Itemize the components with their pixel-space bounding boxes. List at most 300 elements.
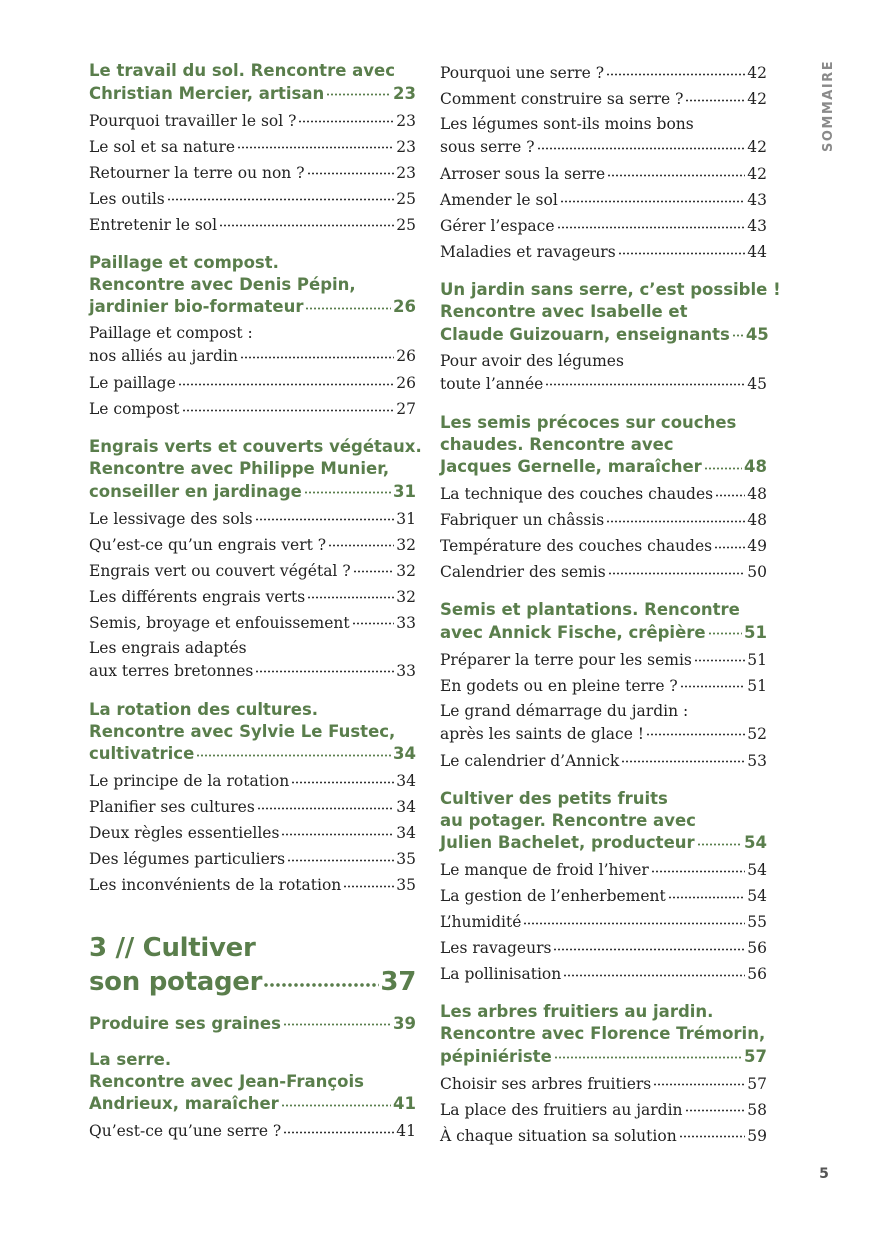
toc-entry[interactable] xyxy=(440,748,767,774)
section-heading-text: Christian Mercier, artisan xyxy=(89,83,325,103)
entry-page-number: 41 xyxy=(396,1122,416,1140)
toc-entry[interactable] xyxy=(89,558,416,584)
section-heading-line: Rencontre avec Sylvie Le Fustec, xyxy=(89,721,396,741)
dot-leader xyxy=(326,82,391,99)
entry-line-last xyxy=(440,86,767,112)
dot-leader xyxy=(283,1121,394,1137)
entry-line: Les engrais adaptés xyxy=(89,638,247,657)
toc-entry[interactable] xyxy=(89,610,416,636)
entry-page-number: 56 xyxy=(747,939,767,957)
entry-text: À chaque situation sa solution xyxy=(440,1126,677,1145)
entry-text: Les différents engrais verts xyxy=(89,587,306,606)
entry-text: Pourquoi une serre ? xyxy=(440,64,605,82)
section-heading-line: Semis et plantations. Rencontre xyxy=(440,600,740,619)
section-heading[interactable] xyxy=(89,1012,416,1035)
section-page-number: 57 xyxy=(744,1046,767,1066)
section-heading-text: Julien Bachelet, producteur xyxy=(440,833,695,852)
toc-entry[interactable] xyxy=(440,1123,767,1149)
entry-line-last xyxy=(440,673,767,699)
toc-entry[interactable] xyxy=(440,647,767,673)
entry-page-number: 42 xyxy=(747,64,767,82)
section-heading-line: Paillage et compost. xyxy=(89,252,279,272)
entry-page-number: 25 xyxy=(396,189,416,208)
entry-line-last xyxy=(89,872,416,898)
section-heading-line: Les semis précoces sur couches xyxy=(440,412,737,432)
dot-leader xyxy=(715,484,745,500)
toc-entry[interactable] xyxy=(440,1097,767,1123)
section-heading[interactable] xyxy=(89,1049,416,1116)
dot-leader xyxy=(621,750,745,766)
entry-page-number: 34 xyxy=(396,824,416,842)
entry-line-last xyxy=(89,558,416,584)
section-heading-text: Produire ses graines xyxy=(89,1013,281,1033)
entry-line-last xyxy=(89,532,416,558)
entry-line-last xyxy=(440,857,767,883)
toc-entry[interactable] xyxy=(89,396,416,422)
dot-leader xyxy=(708,621,742,638)
dot-leader xyxy=(287,849,394,865)
section-heading[interactable] xyxy=(89,252,416,319)
toc-entry[interactable] xyxy=(89,186,416,212)
dot-leader xyxy=(697,832,742,849)
section-page-number: 45 xyxy=(745,324,769,344)
dot-leader xyxy=(646,723,745,739)
entry-text: après les saints de glace ! xyxy=(440,724,645,743)
dot-leader xyxy=(307,586,394,602)
toc-section xyxy=(89,699,416,899)
dot-leader xyxy=(563,964,745,980)
toc-section xyxy=(440,412,767,586)
section-page-number: 48 xyxy=(744,457,767,476)
section-heading-text: avec Annick Fische, crêpière xyxy=(440,622,706,642)
toc-entry[interactable] xyxy=(89,636,416,685)
entry-text: Les ravageurs xyxy=(440,939,552,957)
entry-text: La place des fruitiers au jardin xyxy=(440,1100,683,1119)
section-heading-line: La rotation des cultures. xyxy=(89,699,319,719)
entry-line-last xyxy=(89,506,416,532)
entry-page-number: 48 xyxy=(747,485,767,503)
chapter-heading-line: 3 // Cultiver xyxy=(89,933,256,963)
dot-leader xyxy=(680,675,746,691)
dot-leader xyxy=(328,534,394,550)
section-heading-line: Rencontre avec Philippe Munier, xyxy=(89,459,390,478)
chapter-heading-text: son potager xyxy=(89,967,263,997)
dot-leader xyxy=(694,649,745,665)
entry-text: Le principe de la rotation xyxy=(89,772,290,790)
chapter-page-number: 37 xyxy=(380,967,416,997)
section-heading-text: conseiller en jardinage xyxy=(89,481,302,501)
entry-text: Deux règles essentielles xyxy=(89,824,280,842)
toc-entry[interactable] xyxy=(440,213,767,239)
toc-entry[interactable] xyxy=(440,935,767,961)
dot-leader xyxy=(196,743,391,760)
entry-page-number: 32 xyxy=(396,587,416,606)
entry-page-number: 23 xyxy=(396,163,416,182)
entry-line-last xyxy=(89,1118,416,1144)
entry-text: Comment construire sa serre ? xyxy=(440,90,684,108)
section-heading[interactable] xyxy=(440,279,781,346)
toc-entry[interactable] xyxy=(440,673,767,699)
dot-leader xyxy=(685,1099,746,1115)
entry-text: toute l’année xyxy=(440,374,544,393)
section-heading-line: chaudes. Rencontre avec xyxy=(440,434,674,454)
dot-leader xyxy=(704,456,742,473)
dot-leader xyxy=(608,562,746,578)
entry-page-number: 23 xyxy=(396,137,416,156)
toc-entry[interactable] xyxy=(440,161,767,187)
entry-line-last xyxy=(89,212,416,238)
section-heading-line: Rencontre avec Isabelle et xyxy=(440,302,688,321)
entry-text: aux terres bretonnes xyxy=(89,661,254,680)
entry-text: Des légumes particuliers xyxy=(89,850,286,868)
dot-leader xyxy=(257,797,394,813)
entry-line-last xyxy=(440,373,767,396)
entry-text: Choisir ses arbres fruitiers xyxy=(440,1074,652,1093)
toc-entry[interactable] xyxy=(89,872,416,898)
entry-text: sous serre ? xyxy=(440,138,535,156)
toc-entry[interactable] xyxy=(440,187,767,213)
section-heading[interactable] xyxy=(440,599,767,644)
dot-leader xyxy=(607,164,745,180)
entry-page-number: 26 xyxy=(396,347,416,365)
entry-line-last xyxy=(440,239,767,265)
toc-entry[interactable] xyxy=(440,349,767,398)
toc-entry[interactable] xyxy=(440,86,767,112)
section-heading-text: pépiniériste xyxy=(440,1046,552,1066)
entry-line-last xyxy=(440,187,767,213)
section-heading-text: Jacques Gernelle, maraîcher xyxy=(440,457,702,476)
section-heading[interactable] xyxy=(440,412,767,479)
dot-leader xyxy=(353,560,395,576)
entry-line-last xyxy=(440,533,767,559)
dot-leader xyxy=(606,510,745,526)
entry-text: Gérer l’espace xyxy=(440,217,555,235)
toc-section xyxy=(89,1049,416,1145)
toc-entry[interactable] xyxy=(89,370,416,396)
entry-text: La gestion de l’enherbement xyxy=(440,887,666,905)
entry-line-last xyxy=(89,660,416,683)
section-heading-line-last xyxy=(440,323,767,346)
dot-leader xyxy=(255,508,395,524)
entry-text: Le manque de froid l’hiver xyxy=(440,861,649,879)
toc-entry[interactable] xyxy=(89,820,416,846)
section-heading-line-last xyxy=(440,832,767,855)
entry-text: Arroser sous la serre xyxy=(440,165,606,183)
entry-line-last xyxy=(440,1071,767,1097)
toc-entry[interactable] xyxy=(89,846,416,872)
entry-line-last xyxy=(89,134,416,160)
entry-line-last xyxy=(89,610,416,636)
chapter-heading-line-last xyxy=(89,964,416,998)
dot-leader xyxy=(182,399,395,415)
section-heading-line-last xyxy=(89,296,416,319)
entry-line-last xyxy=(89,160,416,186)
dot-leader xyxy=(281,1093,391,1110)
entry-page-number: 55 xyxy=(747,913,767,931)
dot-leader xyxy=(685,89,745,105)
section-heading-line: Engrais verts et couverts végétaux. xyxy=(89,437,422,456)
entry-line-last xyxy=(89,370,416,396)
entry-text: Température des couches chaudes xyxy=(440,537,713,555)
toc-entry[interactable] xyxy=(440,60,767,86)
entry-line-last xyxy=(440,723,767,746)
section-heading[interactable] xyxy=(89,60,416,105)
section-heading-line: Cultiver des petits fruits xyxy=(440,788,668,808)
entry-text: nos alliés au jardin xyxy=(89,347,238,365)
toc-section xyxy=(440,279,781,398)
toc-entry[interactable] xyxy=(89,321,416,370)
entry-page-number: 45 xyxy=(747,374,767,393)
section-heading[interactable] xyxy=(89,699,416,766)
entry-line-last xyxy=(89,820,416,846)
page-number: 5 xyxy=(819,1166,829,1182)
entry-line: Paillage et compost : xyxy=(89,324,253,342)
dot-leader xyxy=(606,63,745,79)
entry-page-number: 34 xyxy=(396,772,416,790)
entry-line-last xyxy=(89,846,416,872)
entry-line-last xyxy=(440,136,767,159)
entry-text: Qu’est-ce qu’une serre ? xyxy=(89,1122,282,1140)
dot-leader xyxy=(178,373,395,389)
entry-text: La pollinisation xyxy=(440,965,562,983)
entry-page-number: 49 xyxy=(747,537,767,555)
entry-text: Engrais vert ou couvert végétal ? xyxy=(89,561,351,580)
entry-text: Maladies et ravageurs xyxy=(440,243,616,261)
section-page-number: 54 xyxy=(744,833,767,852)
section-heading[interactable] xyxy=(440,1001,767,1068)
entry-line-last xyxy=(440,935,767,961)
toc-entry[interactable] xyxy=(440,883,767,909)
dot-leader xyxy=(283,1012,391,1029)
section-heading-line-last xyxy=(89,743,416,766)
toc-entry[interactable] xyxy=(440,507,767,533)
toc-entry[interactable] xyxy=(89,768,416,794)
entry-line-last xyxy=(440,213,767,239)
toc-entry[interactable] xyxy=(440,699,767,748)
entry-page-number: 25 xyxy=(396,215,416,234)
section-heading-line: Rencontre avec Jean-François xyxy=(89,1071,364,1091)
entry-text: Planifier ses cultures xyxy=(89,798,255,816)
section-page-number: 31 xyxy=(393,481,416,501)
entry-page-number: 58 xyxy=(747,1100,767,1119)
toc-section xyxy=(440,1001,767,1149)
entry-line: Pour avoir des légumes xyxy=(440,351,624,370)
entry-line-last xyxy=(440,559,767,585)
entry-line-last xyxy=(440,1123,767,1149)
entry-line-last xyxy=(440,60,767,86)
toc-group-left-b xyxy=(89,1012,416,1144)
toc-entry[interactable] xyxy=(440,857,767,883)
dot-leader xyxy=(219,214,394,230)
entry-text: Le sol et sa nature xyxy=(89,137,236,156)
toc-entry[interactable] xyxy=(89,212,416,238)
dot-leader xyxy=(560,190,745,206)
entry-page-number: 50 xyxy=(747,563,767,581)
dot-leader xyxy=(281,823,394,839)
toc-entry[interactable] xyxy=(440,481,767,507)
dot-leader xyxy=(263,964,379,990)
toc-section xyxy=(89,1012,416,1035)
dot-leader xyxy=(679,1125,746,1141)
toc-entry[interactable] xyxy=(440,961,767,987)
entry-text: Pourquoi travailler le sol ? xyxy=(89,111,297,130)
entry-page-number: 42 xyxy=(747,165,767,183)
dot-leader xyxy=(291,771,394,787)
entry-page-number: 52 xyxy=(747,724,767,743)
entry-text: Semis, broyage et enfouissement xyxy=(89,613,350,632)
toc-section xyxy=(89,252,416,423)
entry-page-number: 33 xyxy=(396,661,416,680)
toc-entry[interactable] xyxy=(89,1118,416,1144)
toc-entry[interactable] xyxy=(89,794,416,820)
entry-text: Les outils xyxy=(89,189,165,208)
entry-page-number: 27 xyxy=(396,400,416,418)
entry-text: En godets ou en pleine terre ? xyxy=(440,676,678,695)
entry-page-number: 42 xyxy=(747,138,767,156)
entry-page-number: 32 xyxy=(396,535,416,554)
dot-leader xyxy=(237,136,394,152)
toc-entry[interactable] xyxy=(440,559,767,585)
entry-text: Le lessivage des sols xyxy=(89,509,253,528)
entry-line-last xyxy=(89,345,416,368)
entry-page-number: 35 xyxy=(396,876,416,894)
toc-column-right xyxy=(440,60,781,1149)
dot-leader xyxy=(651,860,745,876)
section-heading-line-last xyxy=(440,456,767,479)
toc-entry[interactable] xyxy=(440,112,767,161)
entry-page-number: 31 xyxy=(396,509,416,528)
toc-column-left xyxy=(89,60,422,1144)
entry-line-last xyxy=(440,961,767,987)
dot-leader xyxy=(304,480,391,497)
entry-text: L’humidité xyxy=(440,913,522,931)
entry-text: Calendrier des semis xyxy=(440,563,606,581)
toc-entry[interactable] xyxy=(440,909,767,935)
dot-leader xyxy=(298,110,394,126)
entry-page-number: 48 xyxy=(747,511,767,529)
section-heading[interactable] xyxy=(440,788,767,855)
dot-leader xyxy=(545,373,745,389)
toc-entry[interactable] xyxy=(89,134,416,160)
entry-page-number: 51 xyxy=(747,650,767,669)
chapter-heading[interactable] xyxy=(89,932,416,998)
section-heading-line: Rencontre avec Denis Pépin, xyxy=(89,274,356,294)
entry-page-number: 57 xyxy=(747,1074,767,1093)
toc-group-right-a xyxy=(440,60,781,1149)
entry-page-number: 59 xyxy=(747,1126,767,1145)
entry-page-number: 54 xyxy=(747,887,767,905)
entry-text: Le compost xyxy=(89,400,180,418)
entry-line: Le grand démarrage du jardin : xyxy=(440,701,689,720)
section-heading-line: Le travail du sol. Rencontre avec xyxy=(89,61,396,80)
toc-entry[interactable] xyxy=(440,1071,767,1097)
section-heading-text: jardinier bio-formateur xyxy=(89,297,304,316)
entry-page-number: 44 xyxy=(747,243,767,261)
section-heading-line: au potager. Rencontre avec xyxy=(440,810,696,830)
entry-page-number: 23 xyxy=(396,111,416,130)
entry-page-number: 34 xyxy=(396,798,416,816)
entry-line-last xyxy=(440,481,767,507)
dot-leader xyxy=(305,296,391,313)
toc-entry[interactable] xyxy=(89,584,416,610)
section-heading-text: cultivatrice xyxy=(89,744,195,763)
section-heading[interactable] xyxy=(89,436,422,503)
section-heading-line: Rencontre avec Florence Trémorin, xyxy=(440,1024,766,1043)
section-page-number: 51 xyxy=(744,622,767,642)
dot-leader xyxy=(618,242,746,258)
toc-entry[interactable] xyxy=(440,239,767,265)
section-page-number: 23 xyxy=(393,83,416,103)
entry-page-number: 53 xyxy=(747,751,767,770)
entry-page-number: 35 xyxy=(396,850,416,868)
entry-line-last xyxy=(440,883,767,909)
toc-entry[interactable] xyxy=(89,160,416,186)
dot-leader xyxy=(553,938,745,954)
dot-leader xyxy=(668,886,746,902)
dot-leader xyxy=(240,346,394,362)
entry-text: Qu’est-ce qu’un engrais vert ? xyxy=(89,535,327,554)
entry-line-last xyxy=(89,584,416,610)
toc-section xyxy=(440,788,767,988)
entry-line-last xyxy=(440,909,767,935)
dot-leader xyxy=(557,216,746,232)
toc-entry[interactable] xyxy=(89,108,416,134)
entry-line-last xyxy=(89,186,416,212)
toc-entry[interactable] xyxy=(440,533,767,559)
section-page-number: 41 xyxy=(393,1094,416,1113)
entry-text: Fabriquer un châssis xyxy=(440,511,605,529)
dot-leader xyxy=(714,536,745,552)
entry-text: Amender le sol xyxy=(440,191,558,209)
toc-section xyxy=(89,60,416,238)
entry-line-last xyxy=(89,396,416,422)
toc-section xyxy=(89,436,422,685)
entry-line-last xyxy=(89,108,416,134)
section-heading-text: Claude Guizouarn, enseignants xyxy=(440,324,730,344)
section-heading-text: Andrieux, maraîcher xyxy=(89,1094,279,1113)
dot-leader xyxy=(307,162,395,178)
entry-text: Le paillage xyxy=(89,374,176,392)
entry-page-number: 32 xyxy=(396,561,416,580)
entry-text: Retourner la terre ou non ? xyxy=(89,163,305,182)
entry-line-last xyxy=(89,768,416,794)
section-heading-line-last xyxy=(440,621,767,644)
entry-page-number: 43 xyxy=(747,191,767,209)
dot-leader xyxy=(343,875,394,891)
toc-group-left-a xyxy=(89,60,422,898)
entry-text: La technique des couches chaudes xyxy=(440,485,714,503)
entry-line: Les légumes sont-ils moins bons xyxy=(440,115,694,133)
entry-page-number: 51 xyxy=(747,676,767,695)
entry-line-last xyxy=(440,1097,767,1123)
section-side-label: SOMMAIRE xyxy=(821,59,836,152)
toc-entry[interactable] xyxy=(89,532,416,558)
toc-section xyxy=(440,599,767,774)
section-heading-line-last xyxy=(89,1093,416,1116)
dot-leader xyxy=(537,137,746,153)
entry-text: Le calendrier d’Annick xyxy=(440,751,620,770)
dot-leader xyxy=(167,188,395,204)
section-page-number: 39 xyxy=(393,1013,416,1033)
entry-line-last xyxy=(440,507,767,533)
section-heading-line-last xyxy=(89,480,416,503)
entry-page-number: 42 xyxy=(747,90,767,108)
entry-page-number: 56 xyxy=(747,965,767,983)
dot-leader xyxy=(653,1073,745,1089)
toc-entry[interactable] xyxy=(89,506,416,532)
section-heading-line: La serre. xyxy=(89,1049,172,1069)
toc-section xyxy=(440,60,767,265)
